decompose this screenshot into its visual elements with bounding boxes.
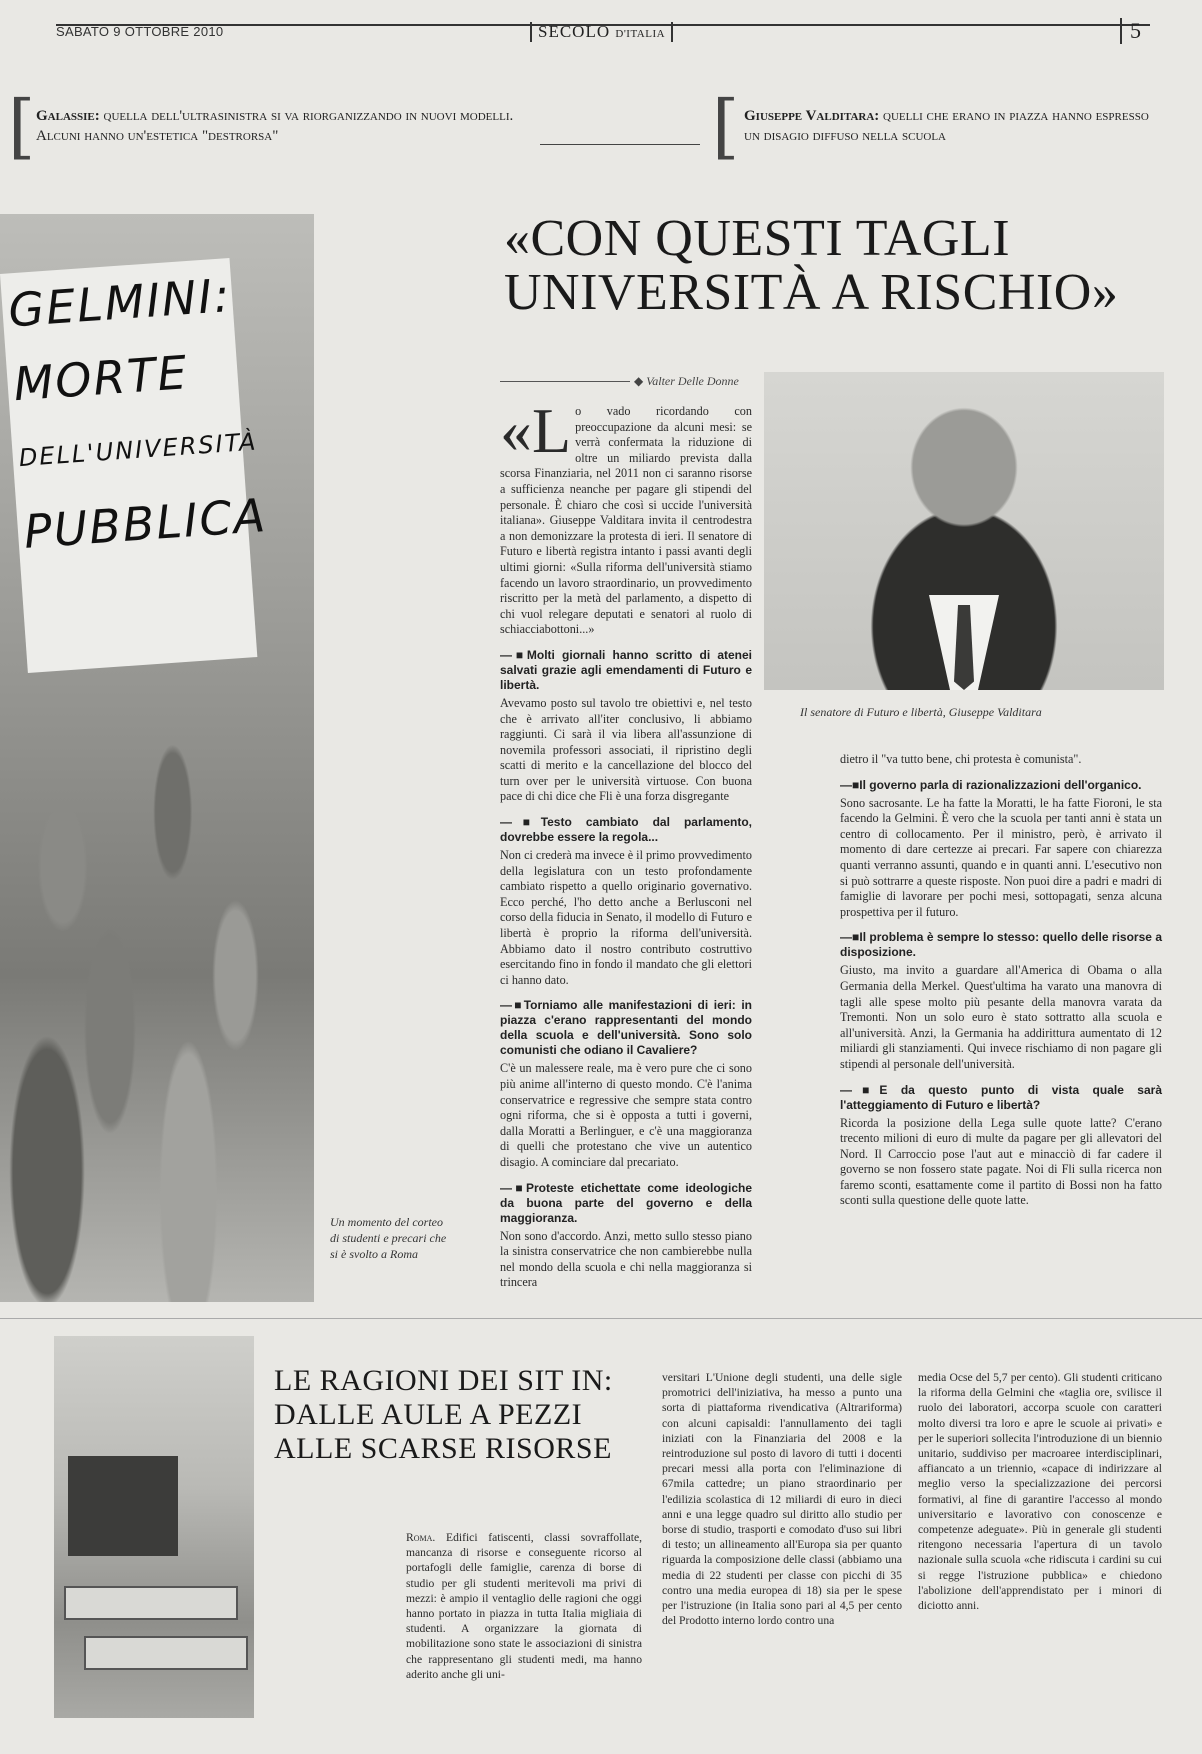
continuation: dietro il "va tutto bene, chi protesta è comunista".	[840, 752, 1082, 766]
dateline: Roma.	[406, 1531, 436, 1544]
headline-line-1: «CON QUESTI TAGLI	[504, 210, 1011, 267]
section-divider	[0, 1318, 1202, 1319]
classroom-board	[68, 1456, 178, 1556]
lead-paragraph	[500, 395, 752, 638]
kicker-left-text: quella dell'ultrasinistra si va riorganizzando in nuovi modelli. Alcuni hanno un'estetica "destrorsa"	[36, 108, 514, 144]
second-col1-text: Edifici fatiscenti, classi sovraffollate, mancanza di risorse e conseguente ricorso al portafogli delle famiglie, carenza di borse di studio per gli studenti meritevoli ma privi di mezzi: è ampio il ventaglio delle ragioni che oggi hanno portato in piazza in tutta Italia migliaia di studenti. A organizzare la giornata di mobilitazione sono state le associazioni di sinistra che rappresentano gli studenti medi, ma hanno aderito anche gli uni-	[406, 1531, 642, 1681]
main-article-col1	[500, 395, 753, 1301]
second-article-col2: versitari L'Unione degli studenti, una delle sigle promotrici dell'iniziativa, ha messo a punto una sorta di piattaforma rivendicativa (Altrariforma) con alcuni capisaldi: l'annullamento dei tagli iniziati con la Finanziaria del 2008 e la reintroduzione sul posto di lavoro di tutti i docenti precari messi alla porta con l'eliminazione di 67mila cattedre; un piano straordinario per l'edilizia scolastica di 12 miliardi di euro in dieci anni e una legge quadro sul diritto allo studio per borse di studio, trasporti e comodato d'uso sui libri di testo; un allineamento all'Europa sia per quanto riguarda la composizione delle classi (abbiamo una media di 22 studenti per classe con picchi di 35 contro una media europea di 18) sia per le spese per l'istruzione (in Italia sono pari al 4,5 per cento del Prodotto interno lordo contro una	[662, 1371, 902, 1628]
question-7: —■ E da questo punto di vista quale sarà l'atteggiamento di Futuro e libertà?	[840, 1083, 1162, 1113]
answer-2: Non ci crederà ma invece è il primo provvedimento della legislatura con un testo profondamente cambiato rispetto a quello originario governativo. Ecco perché, l'ho detto anche a Berlusconi nel corso della fiducia in Senato, il modello di Futuro e libertà è proprio la riforma dell'università. Abbiamo dato il nostro contributo costruttivo esercitando fino in fondo il mandato che gli elettori ci hanno dato.	[500, 848, 752, 987]
paper-name: SECOLO	[538, 22, 611, 41]
kicker-rule	[540, 144, 700, 145]
question-2: —■ Testo cambiato dal parlamento, dovrebbe essere la regola...	[500, 815, 752, 845]
paper-name-suffix: D'ITALIA	[615, 28, 666, 40]
question-5: —■ Il governo parla di razionalizzazioni dell'organico.	[840, 778, 1162, 793]
bracket-right-icon: [	[712, 85, 740, 167]
main-headline	[504, 212, 1164, 320]
second-headline-line-3: ALLE SCARSE RISORSE	[274, 1432, 612, 1465]
protest-photo	[0, 214, 314, 1302]
kicker-right-text: quelli che erano in piazza hanno espresso un disagio diffuso nella scuola	[744, 108, 1149, 144]
answer-6: Giusto, ma invito a guardare all'America di Obama o alla Germania della Merkel. Quest'ultima ha varato una manovra di tagli alle spese molto più pesante della manovra varata da Tremonti. Non un solo euro è stato sottratto alla scuola e all'università. Anzi, la Germania ha addirittura aumentato di 12 miliardi gli stanziamenti. Qui invece rischiamo di non pagare gli stipendi al personale dell'università.	[840, 963, 1162, 1071]
answer-3: C'è un malessere reale, ma è vero pure che ci sono più anime all'interno di questo mondo. C'è l'anima conservatrice e regressive che sempre stata contro ogni riforma, che si è opposta a tutti i governi, dalla Moratti a Berlinguer, e c'è una maggioranza di quelli che protestano che vive un autentico disagio. A cominciare dal precariato.	[500, 1061, 752, 1169]
sign-line-1: GELMINI:	[6, 267, 233, 338]
question-3: —■ Torniamo alle manifestazioni di ieri: in piazza c'erano rappresentanti del mondo della scuola e dell'università. Sono solo comunisti che odiano il Cavaliere?	[500, 998, 752, 1058]
portrait-caption: Il senatore di Futuro e libertà, Giuseppe Valditara	[800, 705, 1042, 719]
byline-author: Valter Delle Donne	[646, 374, 739, 388]
classroom-desk-2	[84, 1636, 248, 1670]
portrait-photo	[764, 372, 1164, 690]
answer-5: Sono sacrosante. Le ha fatte la Moratti, le ha fatte Fioroni, le sta facendo la Gelmini. È vero che la scuola per tanti anni è stata un centro di collocamento. Per il ministro, però, è arrivato il momento di dare certezze ai precari. Far sapere con chiarezza quanti verranno assunti, quando e in quanti anni. L'esecutivo non si può sottrarre a queste risposte. Non puoi dire a padri e madri di famiglie di lavorare per pochi mesi, sottopagati, senza alcuna prospettiva per il futuro.	[840, 795, 1162, 919]
kicker-right-lead: Giuseppe Valditara:	[744, 108, 880, 124]
kicker-left-lead: Galassie:	[36, 108, 100, 124]
kicker-left	[36, 106, 526, 146]
dropcap: «L	[500, 395, 572, 466]
kicker-right	[744, 106, 1164, 146]
second-article-col1	[406, 1530, 642, 1682]
masthead-paper-name	[530, 22, 673, 42]
main-article-col2	[840, 752, 1162, 1219]
sign-line-3: DELL'UNIVERSITÀ	[17, 427, 259, 473]
classroom-desk-1	[64, 1586, 238, 1620]
byline-rule	[500, 381, 630, 382]
classroom-photo	[54, 1336, 254, 1718]
sign-line-2: MORTE	[11, 345, 191, 412]
second-headline	[274, 1364, 654, 1466]
bracket-left-icon: [	[8, 85, 36, 167]
second-headline-line-1: LE RAGIONI DEI SIT IN:	[274, 1364, 613, 1397]
question-4: —■ Proteste etichettate come ideologiche da buona parte del governo e della maggioranza.	[500, 1181, 752, 1226]
answer-7: Ricorda la posizione della Lega sulle quote latte? C'erano trecento milioni di euro di multe da pagare per gli allevatori del Nord. Il Carroccio pose l'aut aut e minacciò di far cadere il governo se non fossero state pagate. Noi di Fli sulla ricerca non faremo sconti, esattamente come il partito di Bossi non ha fatto sconti sulla questione delle quote latte.	[840, 1115, 1162, 1208]
lead-text: o vado ricordando con preoccupazione da alcuni mesi: se verrà confermata la riduzione di oltre un miliardo prevista dalla scorsa Finanziaria, nel 2011 non ci saranno risorse a sufficienza neanche per pagare gli stipendi del personale. È chiaro che così si uccide l'università italiana». Giuseppe Valditara invita il centrodestra a non demonizzare la protesta di ieri. Il senatore di Futuro e libertà registra intanto i passi avanti degli ultimi giorni: «Sulla riforma dell'università stiamo facendo un lavoro straordinario, un provvedimento riscritto per la metà del parlamento, a dispetto di chi vuol relegare deputati e senatori al ruolo di schiacciabottoni...»	[500, 404, 752, 637]
answer-1: Avevamo posto sul tavolo tre obiettivi e, nel testo che è arrivato all'iter conclusivo, li abbiamo raggiunti. Ci sarà il via libera all'assunzione di novemila professori associati, il ripristino degli scatti di merito e la cancellazione del blocco del turn over per le università virtuose. Con buona pace di chi dice che Fli è una forza disgregante	[500, 695, 752, 804]
question-6: —■ Il problema è sempre lo stesso: quello delle risorse a disposizione.	[840, 930, 1162, 960]
page-number: 5	[1120, 18, 1141, 44]
question-1: —■ Molti giornali hanno scritto di atenei salvati grazie agli emendamenti di Futuro e libertà.	[500, 648, 752, 693]
second-headline-line-2: DALLE AULE A PEZZI	[274, 1398, 583, 1431]
byline	[634, 374, 739, 389]
masthead-date: SABATO 9 OTTOBRE 2010	[56, 24, 224, 39]
answer-4: Non sono d'accordo. Anzi, metto sullo stesso piano la sinistra conservatrice che non cambierebbe nulla nel mondo della scuola e chi nella maggioranza si trincera	[500, 1228, 752, 1290]
protest-sign	[0, 258, 269, 673]
sign-line-4: PUBBLICA	[22, 488, 269, 559]
protest-photo-caption: Un momento del corteo di studenti e precari che si è svolto a Roma	[330, 1215, 447, 1261]
headline-line-2: UNIVERSITÀ A RISCHIO»	[504, 264, 1119, 321]
bullet-icon: ◆	[634, 374, 647, 388]
second-article-col3: media Ocse del 5,7 per cento). Gli studenti criticano la riforma della Gelmini che «taglia ore, svilisce il ruolo dei laboratori, accorpa scuole con caratteri molto diversi tra loro e apre le scuole ai privati» e per le superiori sollecita l'introduzione di un biennio unitario, suddiviso per macroaree interdisciplinari, affiancato a un triennio, «capace di indirizzare al meglio verso la specializzazione dei percorsi formativi, al fine di garantire l'accesso al mondo universitario e lavorativo con conoscenze e competenze adeguate». Più in generale gli studenti ritengono necessaria l'apertura di un tavolo nazionale sulla scuola «che ridiscuta i cardini su cui si regge l'istruzione pubblica» e chiedono l'abolizione dell'apprendistato per i minori di diciotto anni.	[918, 1371, 1162, 1613]
